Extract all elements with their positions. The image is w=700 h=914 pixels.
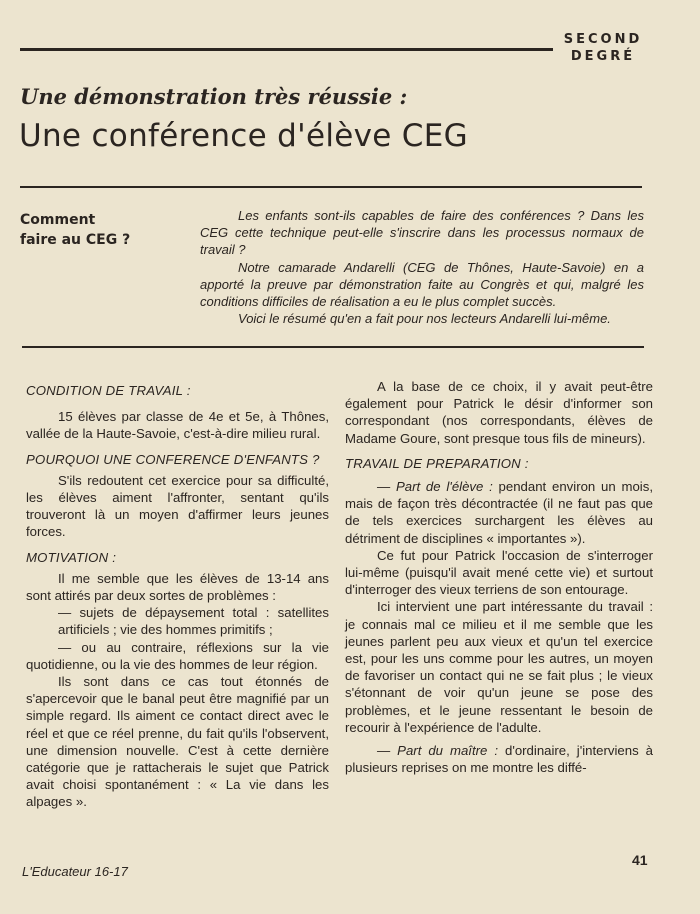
side-question-line1: Comment: [20, 212, 96, 228]
intro-paragraph: Notre camarade Andarelli (CEG de Thônes, Haute-Savoie) en a apporté la preuve par démonstration faite au Congrès et qui, malgré les conditions difficiles de réalisation a eu le plus complet succès.: [200, 259, 644, 310]
part-maitre-label: — Part du maître :: [377, 743, 498, 759]
paragraph-choix: A la base de ce choix, il y avait peut-être également pour Patrick le désir d'informer son correspondant (nos correspondants, élèves de Madame Goure, sont presque tous fils de mineurs).: [345, 379, 653, 446]
paragraph-pourquoi: S'ils redoutent cet exercice pour sa difficulté, les élèves aiment l'affronter, sentant qu'ils trouveront là un moyen d'affirmer leurs jeunes forces.: [26, 472, 329, 540]
heading-condition: CONDITION DE TRAVAIL :: [26, 383, 191, 398]
left-column: [26, 382, 329, 811]
section-tag-line1: SECOND: [563, 32, 643, 47]
right-column: [345, 378, 653, 776]
section-tag: [560, 31, 646, 65]
paragraph-condition: 15 élèves par classe de 4e et 5e, à Thônes, vallée de la Haute-Savoie, c'est-à-dire milieu rural.: [26, 409, 329, 442]
page-number: 41: [632, 852, 648, 868]
publication-name: L'Educateur 16-17: [22, 864, 128, 879]
part-eleve-text: pendant environ un mois, mais de façon très décontractée (il ne faut pas que de tels exercices surchargent les élèves au détriment de disciplines « importantes »).: [345, 479, 653, 546]
paragraph-motivation-1: Il me semble que les élèves de 13-14 ans sont attirés par deux sortes de problèmes :: [26, 570, 329, 604]
paragraph-motivation-3: — ou au contraire, réflexions sur la vie quotidienne, ou la vie des hommes de leur région.: [26, 639, 329, 672]
paragraph-occasion: Ce fut pour Patrick l'occasion de s'interroger lui-même (puisqu'il avait mené cette vie) et surtout d'interroger des vieux terriens de son entourage.: [345, 547, 653, 598]
heading-motivation: MOTIVATION :: [26, 549, 117, 565]
top-rule: [20, 48, 553, 51]
title-rule: [20, 186, 642, 188]
heading-preparation: TRAVAIL DE PREPARATION :: [345, 455, 529, 471]
intro-rule: [22, 346, 644, 348]
intro-paragraph: Voici le résumé qu'en a fait pour nos lecteurs Andarelli lui-même.: [238, 311, 611, 327]
heading-pourquoi: POURQUOI UNE CONFERENCE D'ENFANTS ?: [26, 451, 320, 467]
side-question-line2: faire au CEG ?: [20, 232, 131, 248]
part-eleve-label: — Part de l'élève :: [377, 479, 493, 495]
paragraph-motivation-2: — sujets de dépaysement total : satellites artificiels ; vie des hommes primitifs ;: [58, 605, 329, 638]
section-tag-line2: DEGRÉ: [570, 49, 636, 64]
intro-text: [200, 207, 644, 327]
article-title: Une conférence d'élève CEG: [19, 118, 468, 154]
paragraph-motivation-4: Ils sont dans ce cas tout étonnés de s'apercevoir que le banal peut être magnifié par un simple regard. Ils aiment ce contact direct avec le réel et que ce réel prenne, du fait qu'ils l'observent, une dimension nouvelle. C'est à cette dernière catégorie que je rattacherais le sujet que Patrick avait choisi spontanément : « La vie dans les alpages ».: [26, 674, 329, 810]
part-maitre-text: d'ordinaire, j'interviens à plusieurs reprises on me montre les diffé-: [345, 743, 653, 776]
side-question: [20, 210, 180, 250]
paragraph-part-maitre: [345, 742, 653, 776]
intro-paragraph: Les enfants sont-ils capables de faire des conférences ? Dans les CEG cette technique peut-elle s'inscrire dans les processus normaux de travail ?: [200, 208, 644, 258]
article-kicker: Une démonstration très réussie :: [20, 84, 408, 109]
paragraph-ici: Ici intervient une part intéressante du travail : je connais mal ce milieu et il me semble que les jeunes parlent peu aux vieux et qu'un tel exercice est, pour les uns comme pour les autres, un moyen de favoriser un contact qui ne se fait plus ; le vieux s'étonnant de voir qu'un jeune se pose des problèmes, et le jeune ressentant le besoin de recourir à l'expérience de l'adulte.: [345, 599, 653, 735]
paragraph-part-eleve: [345, 478, 653, 547]
